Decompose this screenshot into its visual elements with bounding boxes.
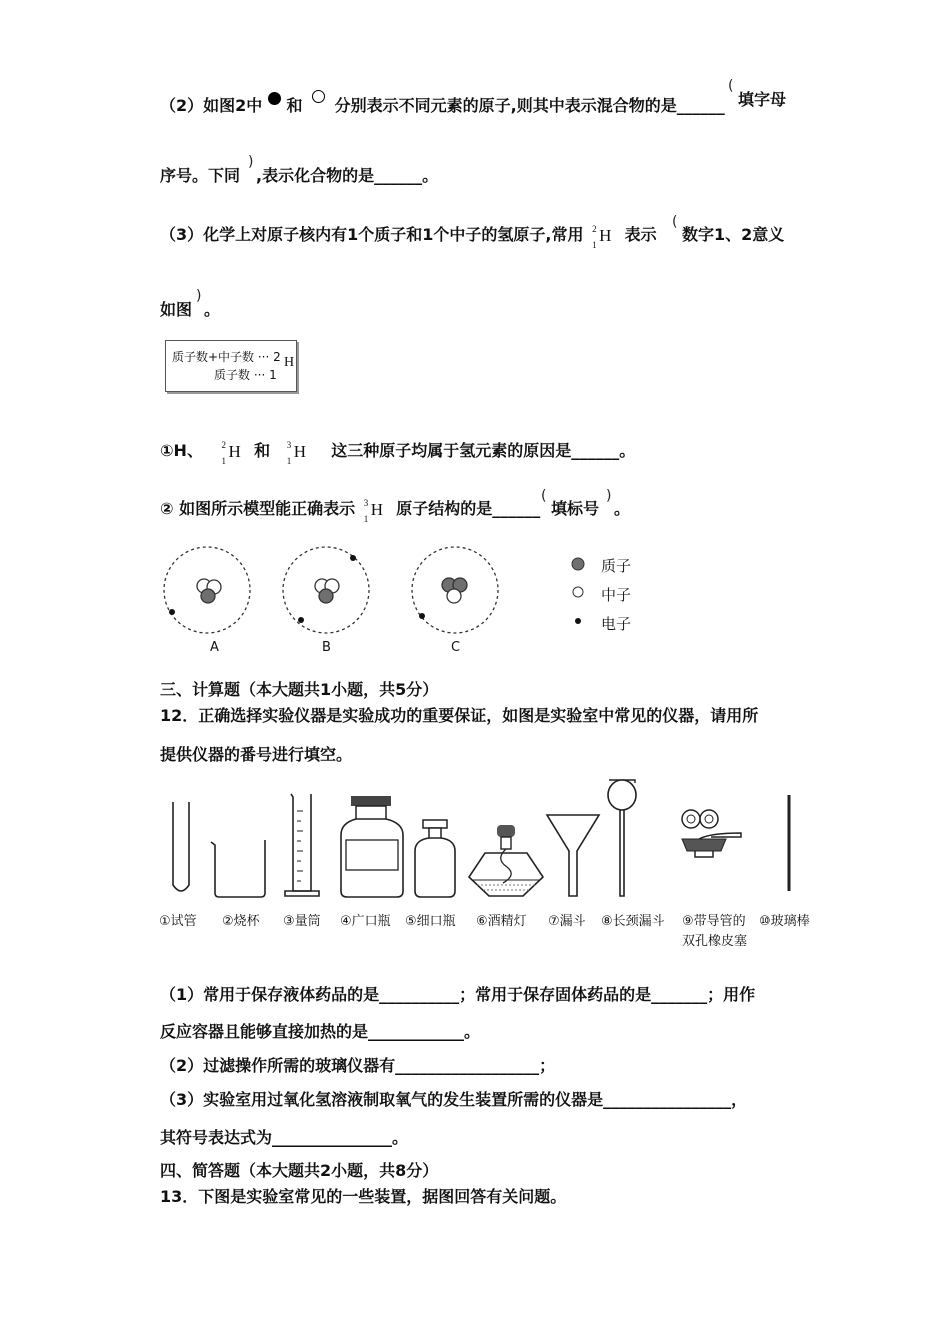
legend-electron-icon (575, 618, 581, 624)
beaker-icon (211, 840, 265, 897)
rubber-stopper-icon (682, 810, 741, 857)
model-a (164, 547, 250, 633)
element-symbol: H (370, 499, 383, 519)
model-c (412, 547, 498, 633)
atomic-number: 1 (221, 455, 227, 466)
funnel-icon (547, 815, 599, 896)
caption-funnel: ⑦漏斗 (548, 914, 586, 929)
section3-title: 三、计算题（本大题共1小题，共5分） (160, 680, 439, 699)
legend-proton-icon (572, 558, 584, 570)
q3-line1-suffix: 表示 (624, 225, 657, 244)
legend-proton: 质子 (601, 557, 632, 575)
caption-test-tube: ①试管 (159, 914, 197, 929)
q3-sub1 (160, 439, 636, 466)
atomic-number: 1 (286, 455, 292, 466)
caption-beaker: ②烧杯 (222, 914, 260, 929)
paren-open: ( (728, 78, 734, 94)
section4-title: 四、简答题（本大题共2小题，共8分） (160, 1161, 439, 1180)
paren-open: ( (672, 214, 678, 230)
q13-text: 13．下图是实验室常见的一些装置，据图回答有关问题。 (160, 1187, 567, 1206)
q2-text-suffix: 分别表示不同元素的原子,则其中表示混合物的是______ (334, 96, 725, 115)
model-b (283, 547, 369, 633)
q3-line1-prefix: （3）化学上对原子核内有1个质子和1个中子的氢原子,常用 (160, 225, 584, 244)
model-label-a: A (210, 640, 219, 655)
isotope-h2 (589, 223, 619, 250)
neutron (447, 589, 461, 603)
graduated-cylinder-icon (285, 794, 319, 896)
caption-alcohol-lamp: ⑥酒精灯 (476, 914, 527, 929)
atomic-number: 1 (592, 239, 597, 250)
notation-row1: 质子数+中子数 ··· 2 (172, 350, 281, 364)
q2-fill-hint: 填字母 (738, 90, 787, 109)
element-symbol: H (228, 441, 241, 461)
electron (169, 609, 175, 615)
q12-line2: 提供仪器的番号进行填空。 (160, 745, 353, 764)
q2-line1 (160, 90, 725, 116)
alcohol-lamp-icon (469, 825, 543, 896)
instruments-figure (155, 775, 835, 905)
element-symbol: H (293, 441, 306, 461)
electron (419, 613, 425, 619)
paren-close: ) (606, 488, 612, 504)
q2-line2: 序号。下同 (160, 166, 241, 185)
caption-wide-bottle: ④广口瓶 (340, 914, 391, 929)
q3-sub2 (160, 497, 541, 524)
isotope-h3 (361, 497, 391, 524)
caption-stopper: ⑨带导管的 (682, 914, 746, 929)
mass-number: 2 (221, 439, 227, 450)
q3-sub1-prefix: ①H、 (160, 441, 203, 460)
caption-narrow-bottle: ⑤细口瓶 (405, 914, 456, 929)
caption-long-funnel: ⑧长颈漏斗 (601, 914, 665, 929)
q12-sub1-line2: 反应容器且能够直接加热的是____________。 (160, 1022, 481, 1041)
isotope-h3 (284, 439, 314, 466)
q2-line2-rest: ,表示化合物的是______。 (256, 166, 439, 185)
notation-diagram (165, 340, 297, 392)
q3-line1 (160, 223, 657, 250)
caption-cylinder: ③量筒 (283, 914, 321, 929)
q12-sub2: （2）过滤操作所需的玻璃仪器有__________________； (160, 1056, 556, 1075)
q2-text-prefix: （2）如图2中 (160, 96, 263, 115)
model-label-c: C (451, 640, 461, 655)
test-tube-icon (173, 802, 189, 891)
caption-stopper-line2: 双孔橡皮塞 (682, 934, 748, 949)
q2-and: 和 (286, 96, 303, 115)
q3-sub2-hint: 填标号 (551, 499, 600, 518)
model-label-b: B (322, 640, 331, 655)
isotope-h2 (219, 439, 249, 466)
mass-number: 3 (286, 439, 292, 450)
q3-sub1-suffix: 这三种原子均属于氢元素的原因是______。 (331, 441, 636, 460)
notation-row2: 质子数 ··· 1 (214, 368, 277, 382)
q3-sub2-prefix: ② 如图所示模型能正确表示 (160, 499, 356, 518)
q3-line1-hint: 数字1、2意义 (682, 225, 785, 244)
q3-sub1-and: 和 (254, 441, 271, 460)
electron (298, 617, 304, 623)
notation-symbol: H (284, 355, 295, 370)
q12-sub1-line1: （1）常用于保存液体药品的是__________；常用于保存固体药品的是_______；用作 (160, 985, 756, 1004)
element-symbol: H (599, 225, 612, 245)
paren-close: ) (196, 288, 202, 304)
q3-sub2-end: 。 (614, 499, 631, 518)
q3-sub2-suffix: 原子结构的是______ (396, 499, 541, 518)
proton (319, 589, 333, 603)
legend-neutron-icon (573, 587, 583, 597)
q12-sub3-line2: 其符号表达式为_______________。 (160, 1128, 409, 1147)
paren-open: ( (541, 488, 547, 504)
mass-number: 2 (592, 223, 597, 234)
legend-neutron: 中子 (601, 586, 632, 604)
q3-line2: 如图 (160, 300, 193, 319)
q12-sub3-line1: （3）实验室用过氧化氢溶液制取氧气的发生装置所需的仪器是________________， (160, 1090, 748, 1109)
mass-number: 3 (363, 497, 369, 508)
long-neck-funnel-icon (608, 780, 636, 896)
paren-close: ) (248, 154, 254, 170)
black-atom-icon (268, 92, 281, 105)
caption-glass-rod: ⑩玻璃棒 (759, 914, 810, 929)
electron (350, 555, 356, 561)
wide-mouth-bottle-icon (341, 796, 403, 897)
q12-line1: 12．正确选择实验仪器是实验成功的重要保证，如图是实验室中常见的仪器，请用所 (160, 706, 759, 725)
white-atom-icon (312, 90, 325, 103)
q3-line2-end: 。 (204, 300, 221, 319)
legend-electron: 电子 (601, 615, 632, 633)
proton (201, 589, 215, 603)
atomic-number: 1 (363, 513, 369, 524)
narrow-mouth-bottle-icon (415, 820, 455, 897)
